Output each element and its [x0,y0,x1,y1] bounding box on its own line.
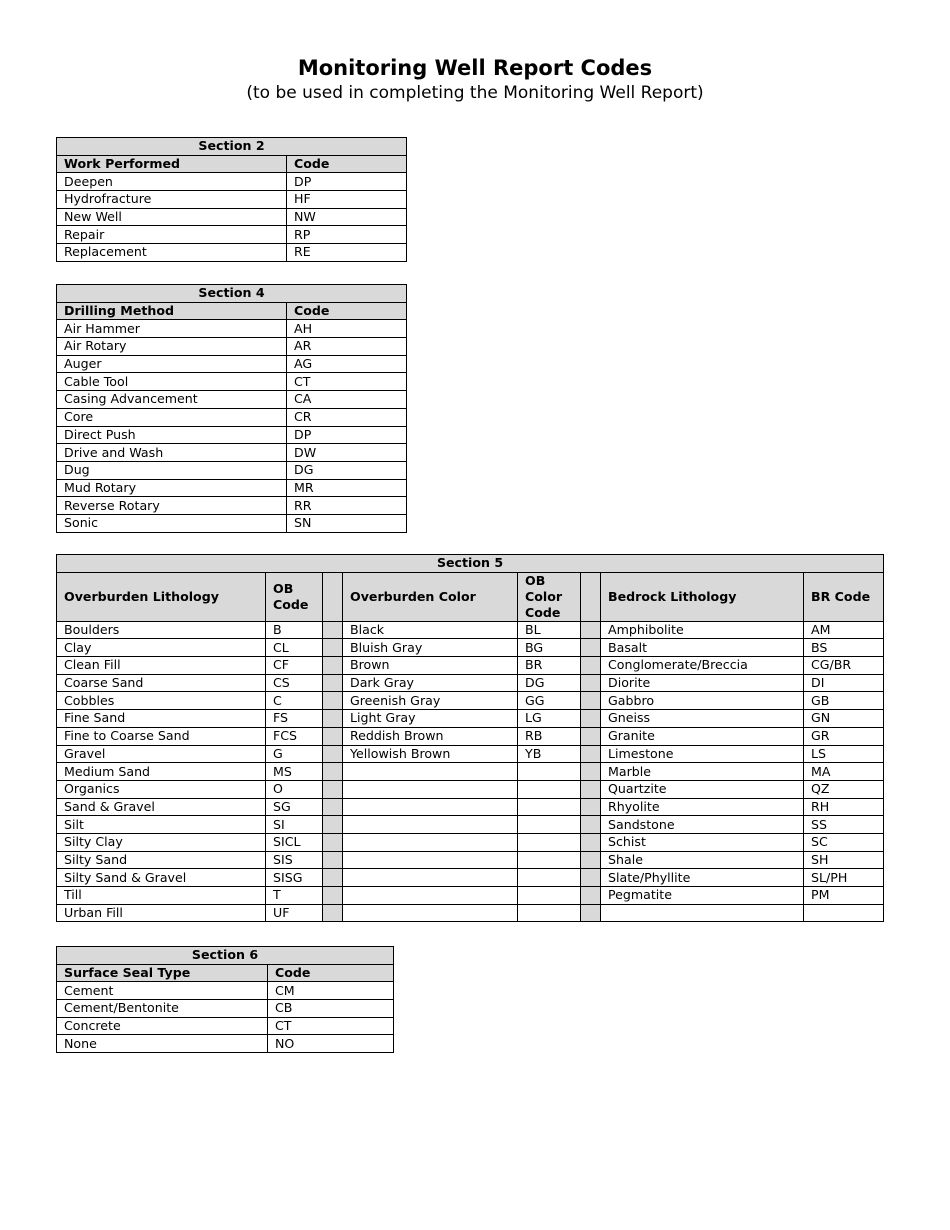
section-5-heading: Section 5 [57,555,884,573]
table-row [57,710,884,728]
code-cell: DP [287,173,407,191]
table-row [57,355,407,373]
name-cell: Fine Sand [57,710,266,728]
table-row [57,692,884,710]
code-header: Code [287,302,407,320]
name-cell: Granite [601,727,804,745]
page-title: Monitoring Well Report Codes [297,56,653,80]
name-cell: Rhyolite [601,798,804,816]
code-cell: PM [804,887,884,905]
table-row [57,461,407,479]
code-cell: SL/PH [804,869,884,887]
code-cell [518,887,581,905]
name-cell: New Well [57,208,287,226]
code-cell: MS [266,763,323,781]
name-cell [343,887,518,905]
name-cell: Basalt [601,639,804,657]
code-cell: C [266,692,323,710]
name-cell: Air Hammer [57,320,287,338]
code-cell: BG [518,639,581,657]
table-row [57,444,407,462]
work-performed-header: Work Performed [57,155,287,173]
section-5-table [56,554,884,922]
table-row [57,639,884,657]
section-4-table [56,284,407,533]
drilling-method-header: Drilling Method [57,302,287,320]
code-cell: CR [287,408,407,426]
code-cell: CS [266,674,323,692]
code-cell: CL [266,639,323,657]
code-cell: LG [518,710,581,728]
code-cell: T [266,887,323,905]
table-row [57,621,884,639]
name-cell: Silty Sand [57,851,266,869]
code-cell: CT [268,1017,394,1035]
name-cell: Amphibolite [601,621,804,639]
code-cell: AR [287,338,407,356]
column-spacer [581,710,601,728]
table-row [57,208,407,226]
table-row [57,320,407,338]
column-spacer [323,621,343,639]
code-cell: FS [266,710,323,728]
name-cell: Gravel [57,745,266,763]
name-cell: Diorite [601,674,804,692]
table-row [57,391,407,409]
name-cell: Reddish Brown [343,727,518,745]
code-cell: RR [287,497,407,515]
name-cell: Silty Sand & Gravel [57,869,266,887]
name-cell: Cement [57,982,268,1000]
code-cell [518,780,581,798]
table-row [57,982,394,1000]
name-cell [343,763,518,781]
section-6-table [56,946,394,1053]
code-cell: RE [287,244,407,262]
code-cell: CG/BR [804,657,884,675]
table-row [57,1035,394,1053]
code-cell: RB [518,727,581,745]
name-cell: Cement/Bentonite [57,1000,268,1018]
name-cell: Shale [601,851,804,869]
name-cell [601,904,804,922]
code-cell: CA [287,391,407,409]
code-cell [518,798,581,816]
column-spacer [323,710,343,728]
name-cell [343,780,518,798]
code-cell: BR [518,657,581,675]
column-spacer [323,780,343,798]
table-row [57,173,407,191]
table-row [57,1000,394,1018]
column-spacer [581,674,601,692]
table-row [57,887,884,905]
name-cell: Urban Fill [57,904,266,922]
name-cell: Clay [57,639,266,657]
column-spacer [323,851,343,869]
column-spacer [581,692,601,710]
table-row [57,851,884,869]
name-cell [343,798,518,816]
table-row [57,338,407,356]
section-6-heading: Section 6 [57,947,394,965]
column-spacer [323,763,343,781]
name-cell: Light Gray [343,710,518,728]
column-spacer [581,833,601,851]
code-cell: AG [287,355,407,373]
column-spacer [323,639,343,657]
table-row [57,869,884,887]
column-spacer [581,572,601,621]
name-cell: Sandstone [601,816,804,834]
code-cell [518,833,581,851]
overburden-color-header: Overburden Color [343,572,518,621]
name-cell: Replacement [57,244,287,262]
code-cell: MA [804,763,884,781]
name-cell: Auger [57,355,287,373]
code-cell [518,763,581,781]
code-cell: SN [287,514,407,532]
code-cell: B [266,621,323,639]
table-row [57,497,407,515]
name-cell: Gabbro [601,692,804,710]
code-cell: DP [287,426,407,444]
code-cell: FCS [266,727,323,745]
code-cell: SG [266,798,323,816]
name-cell [343,851,518,869]
code-cell: SICL [266,833,323,851]
name-cell: Quartzite [601,780,804,798]
page-subtitle: (to be used in completing the Monitoring Well Report) [246,83,704,103]
name-cell: Core [57,408,287,426]
name-cell: Marble [601,763,804,781]
code-cell: YB [518,745,581,763]
column-spacer [323,833,343,851]
table-row [57,904,884,922]
name-cell: Organics [57,780,266,798]
code-cell: CT [287,373,407,391]
name-cell: Conglomerate/Breccia [601,657,804,675]
code-cell: G [266,745,323,763]
code-cell: DG [518,674,581,692]
code-cell: NW [287,208,407,226]
table-row [57,745,884,763]
code-cell: GB [804,692,884,710]
column-spacer [581,887,601,905]
table-row [57,373,407,391]
code-cell: UF [266,904,323,922]
code-cell: SH [804,851,884,869]
column-spacer [323,572,343,621]
code-cell: NO [268,1035,394,1053]
table-row [57,1017,394,1035]
name-cell: Clean Fill [57,657,266,675]
column-spacer [581,904,601,922]
code-cell: BL [518,621,581,639]
name-cell [343,869,518,887]
name-cell: Drive and Wash [57,444,287,462]
code-cell: DI [804,674,884,692]
table-row [57,514,407,532]
column-spacer [581,621,601,639]
column-spacer [581,798,601,816]
table-row [57,727,884,745]
code-cell: GN [804,710,884,728]
table-row [57,833,884,851]
table-row [57,426,407,444]
column-spacer [323,692,343,710]
name-cell [343,833,518,851]
column-spacer [323,904,343,922]
name-cell: Sand & Gravel [57,798,266,816]
name-cell: Fine to Coarse Sand [57,727,266,745]
column-spacer [581,780,601,798]
column-spacer [581,851,601,869]
surface-seal-type-header: Surface Seal Type [57,964,268,982]
table-row [57,408,407,426]
ob-color-code-header: OB Color Code [518,572,581,621]
table-row [57,244,407,262]
code-cell [518,851,581,869]
column-spacer [581,816,601,834]
name-cell: Reverse Rotary [57,497,287,515]
code-cell: GG [518,692,581,710]
code-cell: BS [804,639,884,657]
code-cell: O [266,780,323,798]
name-cell: Air Rotary [57,338,287,356]
code-cell: DG [287,461,407,479]
table-row [57,479,407,497]
name-cell: Direct Push [57,426,287,444]
name-cell [343,816,518,834]
column-spacer [323,657,343,675]
name-cell: Deepen [57,173,287,191]
table-row [57,763,884,781]
column-spacer [323,887,343,905]
name-cell: Silty Clay [57,833,266,851]
name-cell: Limestone [601,745,804,763]
overburden-lithology-header: Overburden Lithology [57,572,266,621]
table-row [57,191,407,209]
code-cell: RH [804,798,884,816]
column-spacer [323,745,343,763]
br-code-header: BR Code [804,572,884,621]
name-cell: Casing Advancement [57,391,287,409]
code-cell: CM [268,982,394,1000]
code-cell: HF [287,191,407,209]
column-spacer [323,798,343,816]
code-cell: SI [266,816,323,834]
code-cell: QZ [804,780,884,798]
code-cell: CF [266,657,323,675]
code-cell: CB [268,1000,394,1018]
table-row [57,226,407,244]
column-spacer [581,869,601,887]
name-cell: None [57,1035,268,1053]
column-spacer [323,674,343,692]
name-cell: Black [343,621,518,639]
column-spacer [581,727,601,745]
table-row [57,798,884,816]
name-cell: Dug [57,461,287,479]
column-spacer [323,727,343,745]
code-cell: SIS [266,851,323,869]
code-cell: MR [287,479,407,497]
name-cell: Sonic [57,514,287,532]
bedrock-lithology-header: Bedrock Lithology [601,572,804,621]
name-cell: Hydrofracture [57,191,287,209]
code-cell: AH [287,320,407,338]
section-2-table [56,137,407,262]
name-cell: Gneiss [601,710,804,728]
code-cell [518,869,581,887]
table-row [57,780,884,798]
code-cell [518,816,581,834]
name-cell: Dark Gray [343,674,518,692]
column-spacer [581,639,601,657]
column-spacer [323,869,343,887]
column-spacer [581,745,601,763]
section-2-heading: Section 2 [57,138,407,156]
code-cell: DW [287,444,407,462]
name-cell: Cobbles [57,692,266,710]
name-cell: Repair [57,226,287,244]
code-cell: SC [804,833,884,851]
code-cell: AM [804,621,884,639]
name-cell: Brown [343,657,518,675]
name-cell: Pegmatite [601,887,804,905]
code-cell: GR [804,727,884,745]
name-cell: Bluish Gray [343,639,518,657]
table-row [57,674,884,692]
column-spacer [581,657,601,675]
code-header: Code [287,155,407,173]
section-4-heading: Section 4 [57,285,407,303]
name-cell: Schist [601,833,804,851]
table-row [57,816,884,834]
name-cell: Concrete [57,1017,268,1035]
code-cell: SISG [266,869,323,887]
name-cell: Medium Sand [57,763,266,781]
name-cell: Till [57,887,266,905]
code-cell [518,904,581,922]
name-cell: Cable Tool [57,373,287,391]
code-cell [804,904,884,922]
name-cell: Coarse Sand [57,674,266,692]
name-cell [343,904,518,922]
code-cell: LS [804,745,884,763]
code-cell: RP [287,226,407,244]
name-cell: Boulders [57,621,266,639]
name-cell: Greenish Gray [343,692,518,710]
name-cell: Silt [57,816,266,834]
column-spacer [581,763,601,781]
name-cell: Mud Rotary [57,479,287,497]
column-spacer [323,816,343,834]
name-cell: Yellowish Brown [343,745,518,763]
ob-code-header: OB Code [266,572,323,621]
table-row [57,657,884,675]
code-header: Code [268,964,394,982]
code-cell: SS [804,816,884,834]
name-cell: Slate/Phyllite [601,869,804,887]
